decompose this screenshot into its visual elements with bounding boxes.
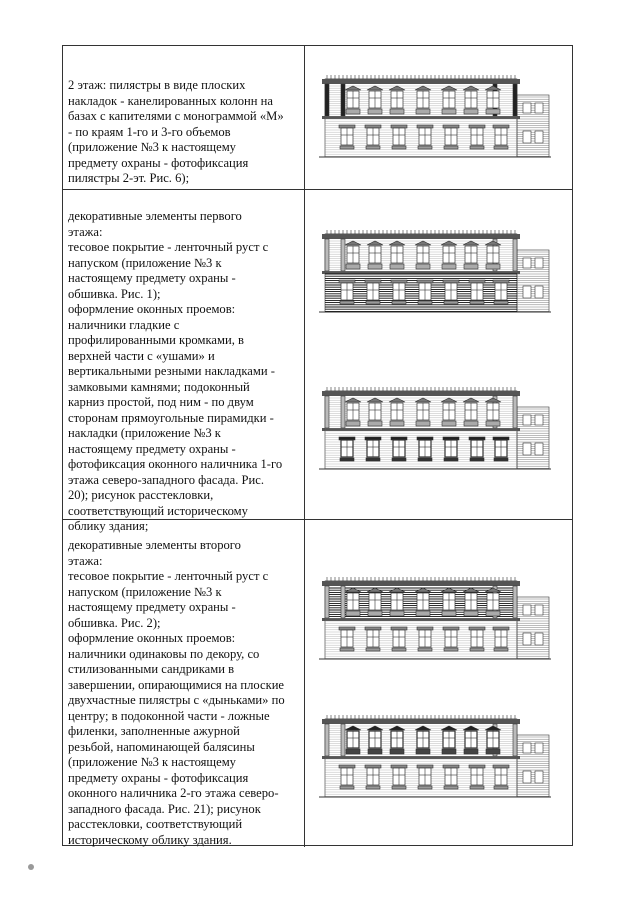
facade-drawing <box>317 73 553 159</box>
table-row <box>63 189 572 533</box>
facade-drawing <box>317 385 553 471</box>
text-cell <box>63 46 305 189</box>
facade-drawing <box>317 228 553 314</box>
facade-drawing <box>317 575 553 661</box>
scan-dot <box>28 864 34 870</box>
facade-drawing <box>317 713 553 799</box>
table-row <box>63 519 572 847</box>
text-cell <box>63 520 305 847</box>
drawing-cell <box>305 520 572 847</box>
row-text: декоративные элементы второго этажа: тесовое покрытие - ленточный руст с напуском (приложение №3 к настоящему предмету охраны - обшивка. Рис. 2); оформление оконных проемов: наличники одинаковы по декору, со стилизованными сандриками в завершении, опирающимися на плоские двухчастные пилястры с «дыньками» по центру; в подоконной части - ложные филенки, заполненные ажурной резьбой, напоминающей балясины (приложение №3 к настоящему предмету охраны - фотофиксация оконного наличника 2-го этажа северо- западного фасада. Рис. 21); рисунок расстекловки, соответствующий историческому облику здания. <box>68 538 285 847</box>
heritage-table <box>62 45 573 846</box>
drawing-cell <box>305 190 572 519</box>
row-text: декоративные элементы первого этажа: тесовое покрытие - ленточный руст с напуском (приложение №3 к настоящему предмету охраны - обшивка. Рис. 1); оформление оконных проемов: наличники гладкие с профилированными кромками, в верхней части с «ушами» и вертикальными резными накладками - замковыми камнями; подоконный карниз простой, под ним - по двум сторонам прямоугольные пирамидки - накладки (приложение №3 к настоящему предмету охраны - фотофиксация оконного наличника 1-го этажа северо-западного фасада. Рис. 20); рисунок расстекловки, соответствующий историческому облику здания; <box>68 209 283 533</box>
drawing-cell <box>305 46 572 189</box>
text-cell <box>63 190 305 533</box>
row-text: 2 этаж: пилястры в виде плоских накладок - канелированных колонн на базах с капителями с монограммой «М» - по краям 1-го и 3-го объемов (приложение №3 к настоящему предмету охраны - фотофиксация пилястры 2-эт. Рис. 6); <box>68 78 284 185</box>
table-row <box>63 46 572 189</box>
